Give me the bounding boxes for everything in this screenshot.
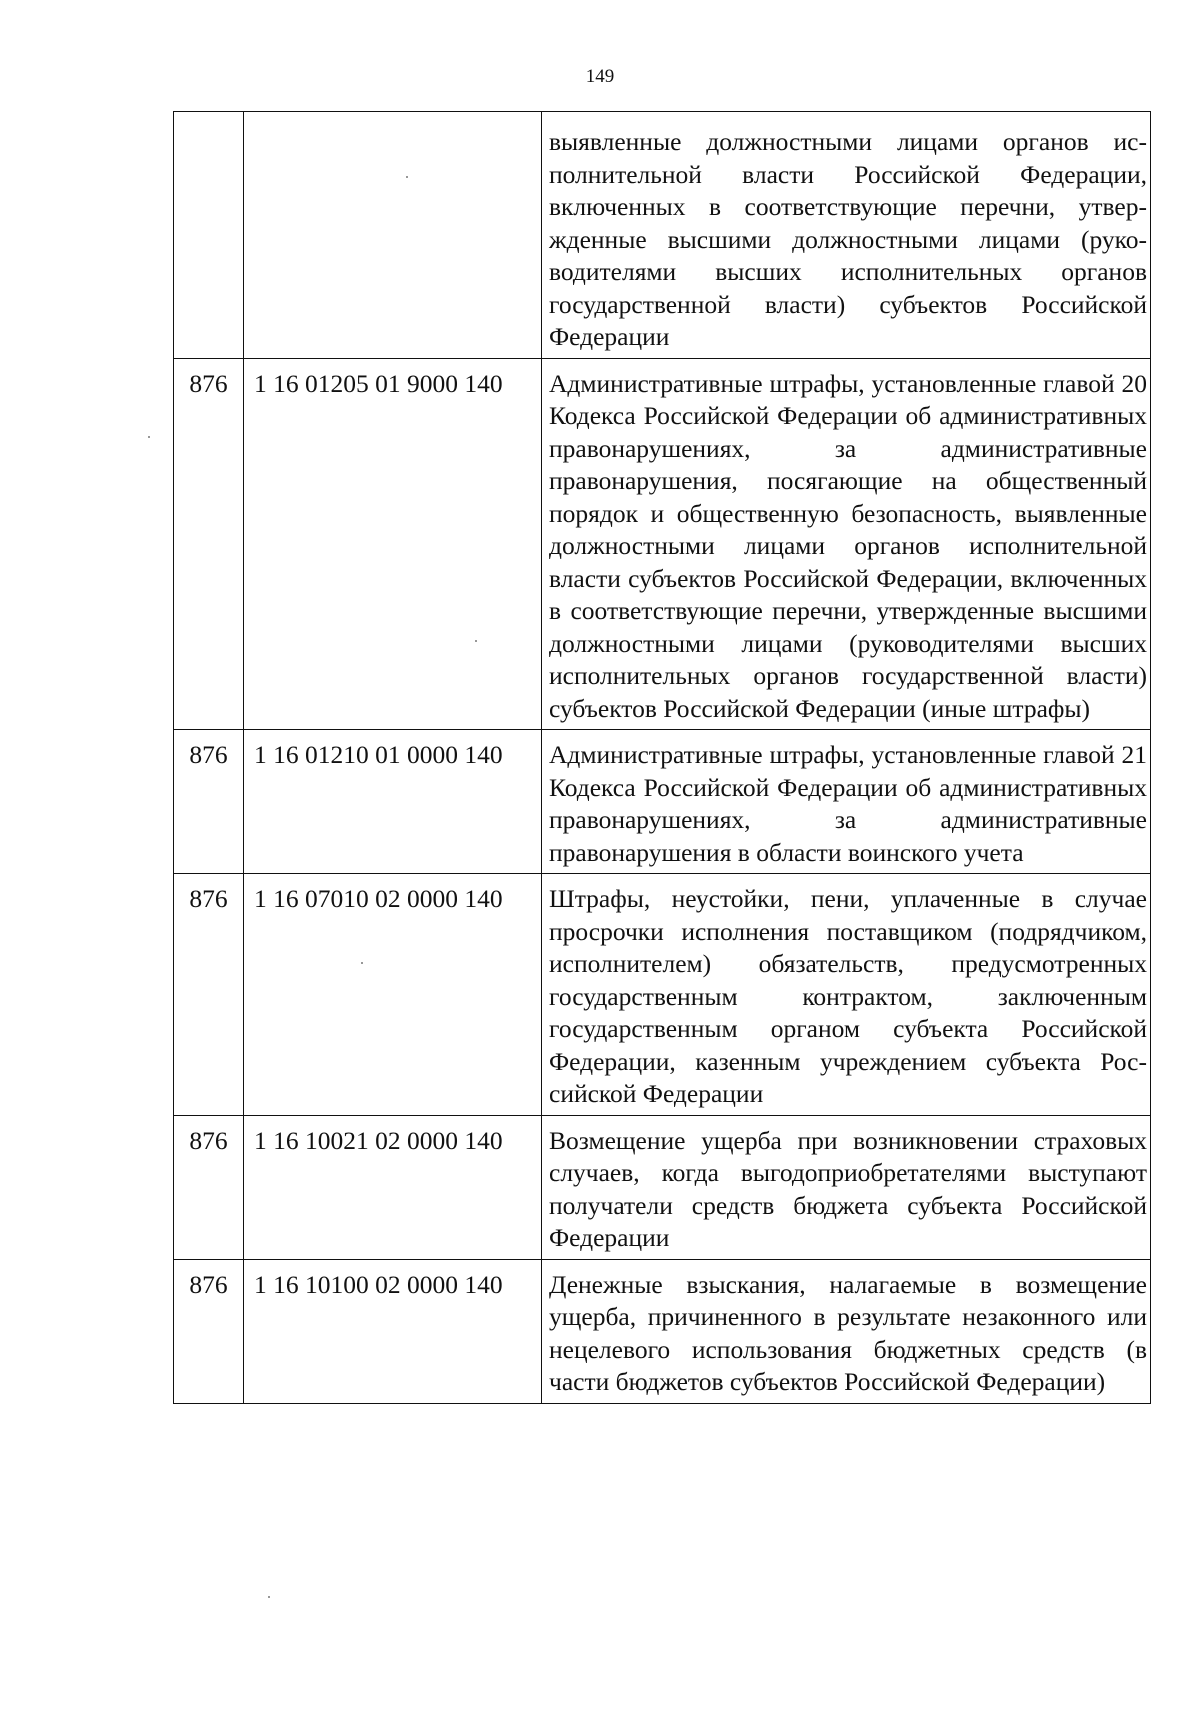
budget-code-cell: 1 16 01205 01 9000 140 <box>244 358 542 730</box>
description-cell: Административные штрафы, установленные главой 21 Кодекса Российской Федерации об административных правонарушениях, за административные правонарушения в области воинского учета <box>542 730 1151 874</box>
table-row <box>174 1259 1151 1403</box>
description-cell: Возмещение ущерба при возникновении страховых случаев, когда выгодоприобретателями выступают получатели средств бюджета субъекта Российской Федерации <box>542 1115 1151 1259</box>
budget-code-cell <box>244 112 542 359</box>
admin-code-cell: 876 <box>174 358 244 730</box>
table-row <box>174 358 1151 730</box>
budget-code-cell: 1 16 07010 02 0000 140 <box>244 874 542 1116</box>
scan-speck <box>361 962 363 964</box>
budget-code-cell: 1 16 10100 02 0000 140 <box>244 1259 542 1403</box>
description-cell: Административные штрафы, установленные главой 20 Кодекса Российской Федерации об административных правонарушениях, за административные правонарушения, посягающие на общественный порядок и общественную безопасность, выявленные должностными лицами органов исполнительной власти субъектов Российской Федерации, включенных в соответствующие перечни, утвержденные высшими должностными лицами (руководителями высших исполнительных органов государственной власти) субъектов Российской Федерации (иные штрафы) <box>542 358 1151 730</box>
description-cell: Штрафы, неустойки, пени, уплаченные в случае просрочки исполнения поставщиком (подрядчиком, исполнителем) обязательств, предусмотренных государственным контрактом, заключенным государственным органом субъекта Российской Федерации, казенным учреждением субъекта Российской Федерации <box>542 874 1151 1116</box>
budget-code-table <box>173 111 1151 1404</box>
admin-code-cell: 876 <box>174 1115 244 1259</box>
scan-speck <box>148 436 150 438</box>
page-number: 149 <box>585 66 615 87</box>
admin-code-cell: 876 <box>174 874 244 1116</box>
scan-speck <box>406 176 408 178</box>
admin-code-cell <box>174 112 244 359</box>
budget-code-cell: 1 16 10021 02 0000 140 <box>244 1115 542 1259</box>
table-row <box>174 1115 1151 1259</box>
scan-speck <box>475 640 477 642</box>
table-row <box>174 874 1151 1116</box>
description-cell: выявленные должностными лицами органов исполнительной власти Российской Федерации, включенных в соответствующие перечни, утвержденные высшими должностными лицами (руководителями высших исполнительных органов государственной власти) субъектов Российской Федерации <box>542 112 1151 359</box>
table-row <box>174 112 1151 359</box>
scan-speck <box>268 1596 270 1598</box>
budget-code-cell: 1 16 01210 01 0000 140 <box>244 730 542 874</box>
admin-code-cell: 876 <box>174 1259 244 1403</box>
table-row <box>174 730 1151 874</box>
admin-code-cell: 876 <box>174 730 244 874</box>
description-cell: Денежные взыскания, налагаемые в возмещение ущерба, причиненного в результате незаконного или нецелевого использования бюджетных средств (в части бюджетов субъектов Российской Федерации) <box>542 1259 1151 1403</box>
